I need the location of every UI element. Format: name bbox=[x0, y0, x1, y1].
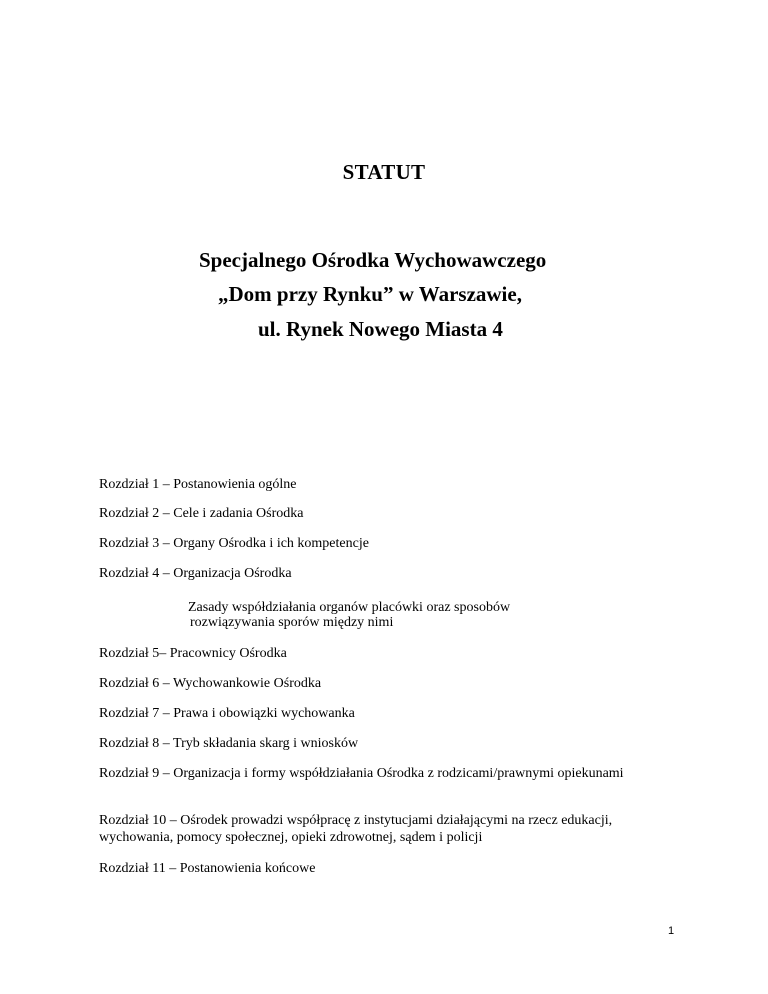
page-number: 1 bbox=[668, 925, 675, 937]
institution-name-line-1: Specjalnego Ośrodka Wychowawczego bbox=[199, 248, 547, 272]
toc-chapter-4-subtitle-line-2: rozwiązywania sporów między nimi bbox=[190, 615, 394, 630]
institution-address: ul. Rynek Nowego Miasta 4 bbox=[258, 317, 503, 341]
toc-chapter-7: Rozdział 7 – Prawa i obowiązki wychowanka bbox=[99, 706, 355, 721]
toc-chapter-1: Rozdział 1 – Postanowienia ogólne bbox=[99, 477, 297, 492]
toc-chapter-10: Rozdział 10 – Ośrodek prowadzi współpracę z instytucjami działającymi na rzecz edukacji, wychowania, pomocy społecznej, opieki zdrowotnej, sądem i policji bbox=[99, 813, 613, 845]
toc-chapter-2: Rozdział 2 – Cele i zadania Ośrodka bbox=[99, 506, 304, 521]
document-title: STATUT bbox=[342, 160, 426, 184]
toc-chapter-11: Rozdział 11 – Postanowienia końcowe bbox=[99, 861, 316, 876]
toc-chapter-9: Rozdział 9 – Organizacja i formy współdziałania Ośrodka z rodzicami/prawnymi opiekunami bbox=[99, 766, 624, 781]
toc-chapter-4: Rozdział 4 – Organizacja Ośrodka bbox=[99, 566, 292, 581]
toc-chapter-8: Rozdział 8 – Tryb składania skarg i wniosków bbox=[99, 736, 359, 751]
toc-chapter-6: Rozdział 6 – Wychowankowie Ośrodka bbox=[99, 676, 322, 691]
toc-chapter-4-subtitle-line-1: Zasady współdziałania organów placówki oraz sposobów bbox=[188, 600, 511, 615]
toc-chapter-3: Rozdział 3 – Organy Ośrodka i ich kompetencje bbox=[99, 536, 369, 551]
toc-chapter-5: Rozdział 5– Pracownicy Ośrodka bbox=[99, 646, 287, 661]
institution-name-line-2: „Dom przy Rynku” w Warszawie, bbox=[218, 282, 522, 306]
